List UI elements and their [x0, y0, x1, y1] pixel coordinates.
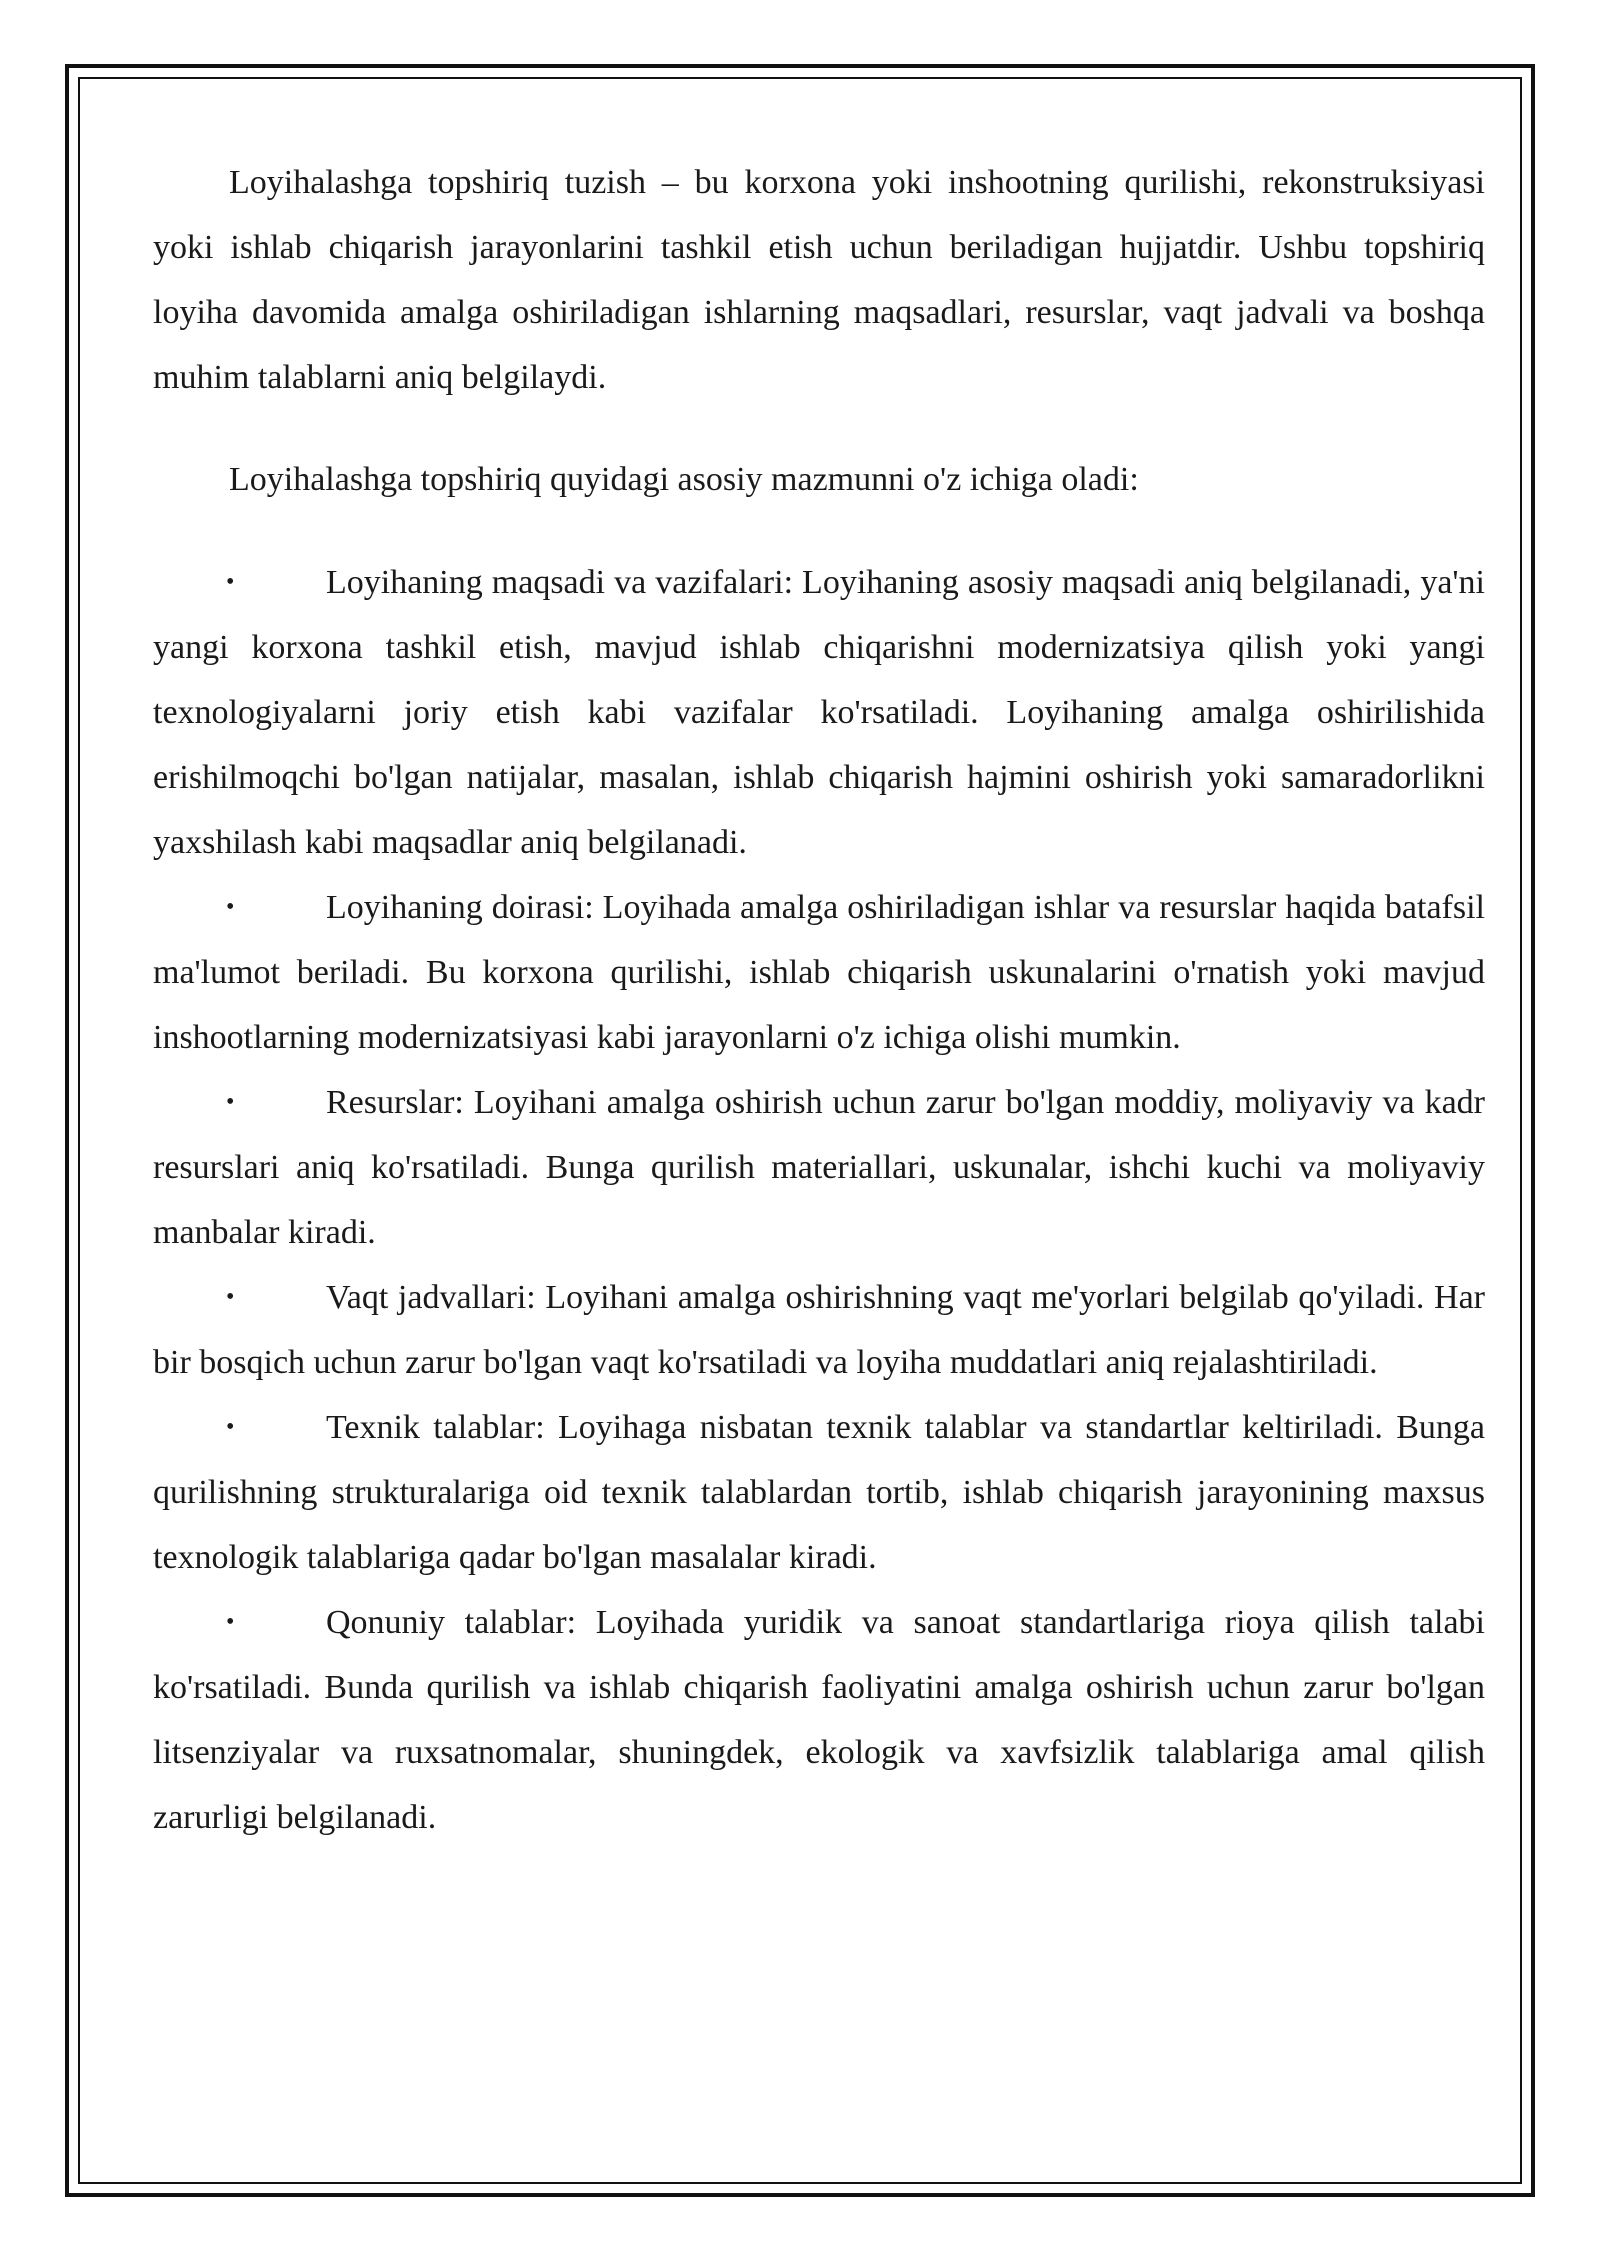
bullet-icon: • — [226, 894, 235, 920]
bullet-icon: • — [226, 1284, 235, 1310]
content-list — [153, 550, 1485, 1850]
bullet-icon: • — [226, 569, 235, 595]
bullet-icon: • — [226, 1609, 235, 1635]
list-item — [153, 550, 1485, 875]
bullet-icon: • — [226, 1414, 235, 1440]
list-item — [153, 1265, 1485, 1395]
intro-paragraph: Loyihalashga topshiriq tuzish – bu korxona yoki inshootning qurilishi, rekonstruksiyasi yoki ishlab chiqarish jarayonlarini tashkil etish uchun beriladigan hujjatdir. Ushbu topshiriq loyiha davomida amalga oshiriladigan ishlarning maqsadlari, resurslar, vaqt jadvali va boshqa muhim talablarni aniq belgilaydi. — [153, 164, 1485, 396]
list-item-text: Resurslar: Loyihani amalga oshirish uchun zarur bo'lgan moddiy, moliyaviy va kadr resurslari aniq ko'rsatiladi. Bunga qurilish materiallari, uskunalar, ishchi kuchi va moliyaviy manbalar kiradi. — [153, 1084, 1485, 1251]
list-item — [153, 875, 1485, 1070]
list-item-text: Qonuniy talablar: Loyihada yuridik va sanoat standartlariga rioya qilish talabi ko'rsatiladi. Bunda qurilish va ishlab chiqarish faoliyatini amalga oshirish uchun zarur bo'lgan litsenziyalar va ruxsatnomalar, shuningdek, ekologik va xavfsizlik talablariga amal qilish zarurligi belgilanadi. — [153, 1604, 1485, 1836]
list-item — [153, 1070, 1485, 1265]
list-intro-paragraph: Loyihalashga topshiriq quyidagi asosiy mazmunni o'z ichiga oladi: — [229, 461, 1139, 498]
bullet-icon: • — [226, 1089, 235, 1115]
list-item — [153, 1590, 1485, 1850]
list-item-text: Loyihaning doirasi: Loyihada amalga oshiriladigan ishlar va resurslar haqida batafsil ma'lumot beriladi. Bu korxona qurilishi, ishlab chiqarish uskunalarini o'rnatish yoki mavjud inshootlarning modernizatsiyasi kabi jarayonlarni o'z ichiga olishi mumkin. — [153, 889, 1485, 1056]
list-item-text: Loyihaning maqsadi va vazifalari: Loyihaning asosiy maqsadi aniq belgilanadi, ya'ni yangi korxona tashkil etish, mavjud ishlab chiqarishni modernizatsiya qilish yoki yangi texnologiyalarni joriy etish kabi vazifalar ko'rsatiladi. Loyihaning amalga oshirilishida erishilmoqchi bo'lgan natijalar, masalan, ishlab chiqarish hajmini oshirish yoki samaradorlikni yaxshilash kabi maqsadlar aniq belgilanadi. — [153, 564, 1485, 861]
document-body — [153, 150, 1485, 1850]
list-item-text: Vaqt jadvallari: Loyihani amalga oshirishning vaqt me'yorlari belgilab qo'yiladi. Har bir bosqich uchun zarur bo'lgan vaqt ko'rsatiladi va loyiha muddatlari aniq rejalashtiriladi. — [153, 1279, 1485, 1381]
list-item — [153, 1395, 1485, 1590]
list-item-text: Texnik talablar: Loyihaga nisbatan texnik talablar va standartlar keltiriladi. Bunga qurilishning strukturalariga oid texnik talablardan tortib, ishlab chiqarish jarayonining maxsus texnologik talablariga qadar bo'lgan masalalar kiradi. — [153, 1409, 1485, 1576]
